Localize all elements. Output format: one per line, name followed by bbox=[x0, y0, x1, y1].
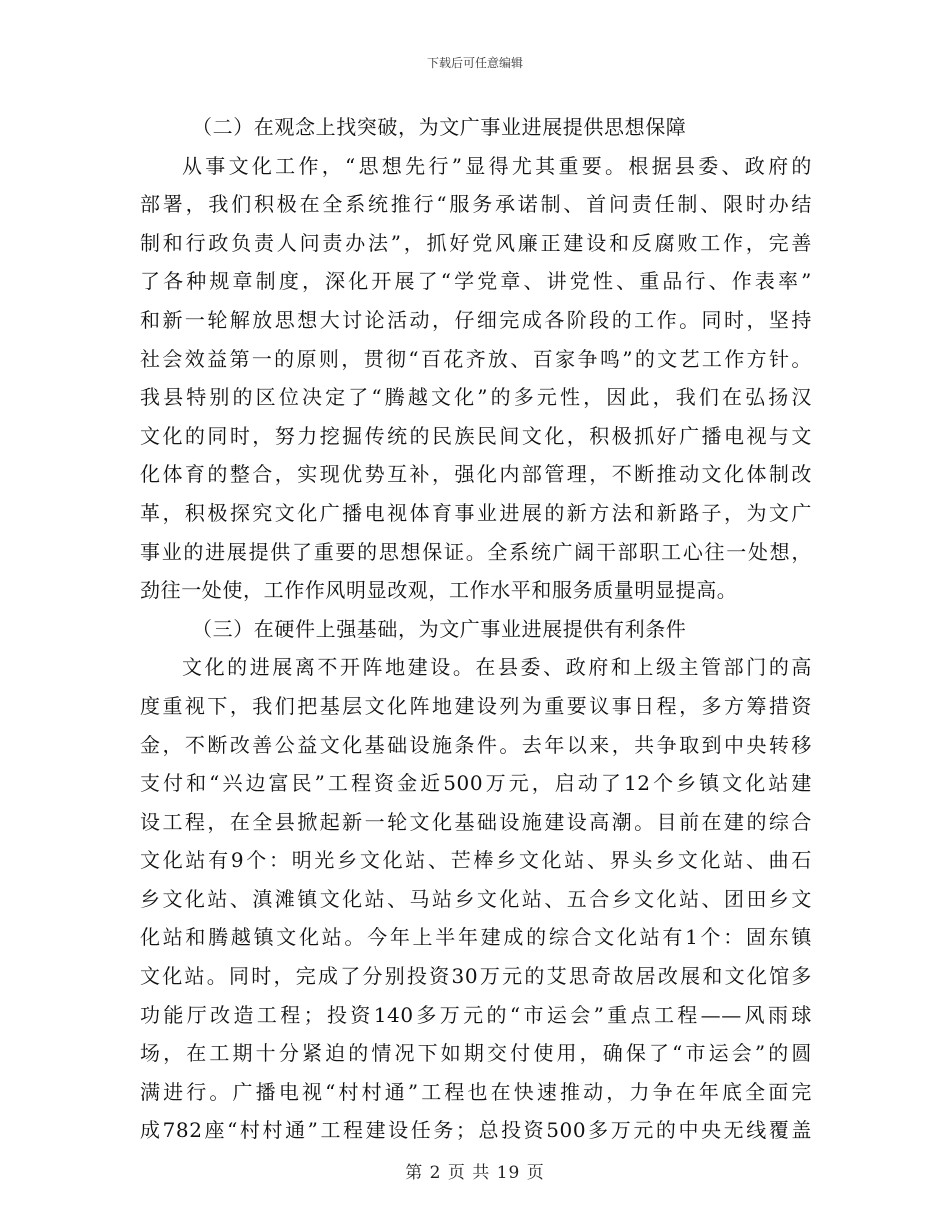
paragraph-line: 乡文化站、滇滩镇文化站、马站乡文化站、五合乡文化站、团田乡文 bbox=[140, 886, 812, 911]
paragraph-line: 事业的进展提供了重要的思想保证。全系统广阔干部职工心往一处想， bbox=[140, 539, 812, 564]
section-heading-2: （二）在观念上找突破，为文广事业进展提供思想保障 bbox=[192, 115, 687, 139]
paragraph-line: 劲往一处使，工作作风明显改观，工作水平和服务质量明显提高。 bbox=[140, 578, 738, 603]
paragraph-line: 化体育的整合，实现优势互补，强化内部管理，不断推动文化体制改 bbox=[140, 462, 812, 487]
paragraph-line: 从事文化工作，“思想先行”显得尤其重要。根据县委、政府的 bbox=[182, 153, 812, 178]
paragraph-line: 度重视下，我们把基层文化阵地建设列为重要议事日程，多方筹措资 bbox=[140, 693, 812, 718]
paragraph-line: 制和行政负责人问责办法”，抓好党风廉正建设和反腐败工作，完善 bbox=[140, 230, 812, 255]
paragraph-line: 文化站有9个：明光乡文化站、芒棒乡文化站、界头乡文化站、曲石 bbox=[140, 848, 812, 873]
paragraph-line: 设工程，在全县掀起新一轮文化基础设施建设高潮。目前在建的综合 bbox=[140, 809, 812, 834]
paragraph-line: 社会效益第一的原则，贯彻“百花齐放、百家争鸣”的文艺工作方针。 bbox=[140, 346, 812, 371]
paragraph-line: 和新一轮解放思想大讨论活动，仔细完成各阶段的工作。同时，坚持 bbox=[140, 307, 812, 332]
paragraph-line: 化站和腾越镇文化站。今年上半年建成的综合文化站有1个：固东镇 bbox=[140, 925, 812, 950]
section-heading-3: （三）在硬件上强基础，为文广事业进展提供有利条件 bbox=[192, 616, 687, 641]
paragraph-line: 场，在工期十分紧迫的情况下如期交付使用，确保了“市运会”的圆 bbox=[140, 1041, 812, 1066]
page-footer: 第 2 页 共 19 页 bbox=[405, 1163, 545, 1183]
paragraph-line: 成782座“村村通”工程建设任务；总投资500多万元的中央无线覆盖 bbox=[140, 1118, 812, 1143]
paragraph-line: 我县特别的区位决定了“腾越文化”的多元性，因此，我们在弘扬汉 bbox=[140, 385, 812, 410]
paragraph-line: 功能厅改造工程；投资140多万元的“市运会”重点工程——风雨球 bbox=[140, 1002, 812, 1027]
paragraph-line: 革，积极探究文化广播电视体育事业进展的新方法和新路子，为文广 bbox=[140, 500, 812, 525]
document-body bbox=[140, 108, 812, 1150]
paragraph-line: 金，不断改善公益文化基础设施条件。去年以来，共争取到中央转移 bbox=[140, 732, 812, 757]
paragraph-line: 部署，我们积极在全系统推行“服务承诺制、首问责任制、限时办结 bbox=[140, 192, 812, 217]
paragraph-line: 文化站。同时，完成了分别投资30万元的艾思奇故居改展和文化馆多 bbox=[140, 964, 812, 989]
paragraph-line: 了各种规章制度，深化开展了“学党章、讲党性、重品行、作表率” bbox=[140, 269, 812, 294]
paragraph-line: 文化的进展离不开阵地建设。在县委、政府和上级主管部门的高 bbox=[182, 655, 812, 680]
page-header: 下载后可任意编辑 bbox=[426, 56, 523, 70]
paragraph-line: 文化的同时，努力挖掘传统的民族民间文化，积极抓好广播电视与文 bbox=[140, 423, 812, 448]
paragraph-line: 满进行。广播电视“村村通”工程也在快速推动，力争在年底全面完 bbox=[140, 1079, 812, 1104]
paragraph-line: 支付和“兴边富民”工程资金近500万元，启动了12个乡镇文化站建 bbox=[140, 771, 812, 796]
